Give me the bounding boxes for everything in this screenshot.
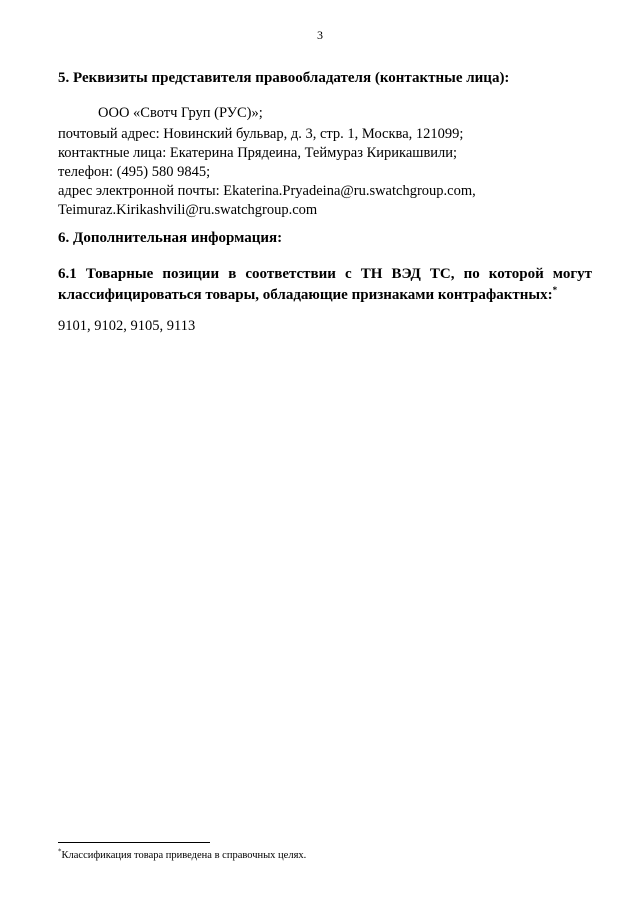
- footnote-text: Классификация товара приведена в справочных целях.: [61, 850, 307, 861]
- section-6-1-line-2: [58, 285, 592, 306]
- section-6-1-line-1: 6.1 Товарные позиции в соответствии с ТН ВЭД ТС, по которой могут: [58, 266, 592, 282]
- contact-persons: контактные лица: Екатерина Прядеина, Теймураз Кирикашвили;: [58, 145, 458, 161]
- email-line-1: адрес электронной почты: Ekaterina.Pryadeina@ru.swatchgroup.com,: [58, 183, 476, 199]
- organization-name: ООО «Свотч Груп (РУС)»;: [98, 105, 263, 121]
- page-number: 3: [317, 28, 323, 42]
- phone-number: телефон: (495) 580 9845;: [58, 164, 211, 180]
- footnote-divider: [58, 842, 210, 843]
- section-6-1-line-2-text: классифицироваться товары, обладающие признаками контрафактных:: [58, 287, 553, 303]
- tariff-codes: 9101, 9102, 9105, 9113: [58, 318, 196, 334]
- footnote-reference-marker: *: [552, 285, 558, 295]
- postal-address: почтовый адрес: Новинский бульвар, д. 3, стр. 1, Москва, 121099;: [58, 126, 464, 142]
- representative-contact-block: [58, 104, 476, 220]
- section-5-heading: 5. Реквизиты представителя правообладателя (контактные лица):: [58, 70, 510, 86]
- email-line-2: Teimuraz.Kirikashvili@ru.swatchgroup.com: [58, 202, 318, 218]
- section-6-1-paragraph: [58, 264, 592, 306]
- footnote-marker: *: [58, 847, 62, 856]
- footnote: [58, 847, 307, 861]
- section-6-heading: 6. Дополнительная информация:: [58, 230, 283, 246]
